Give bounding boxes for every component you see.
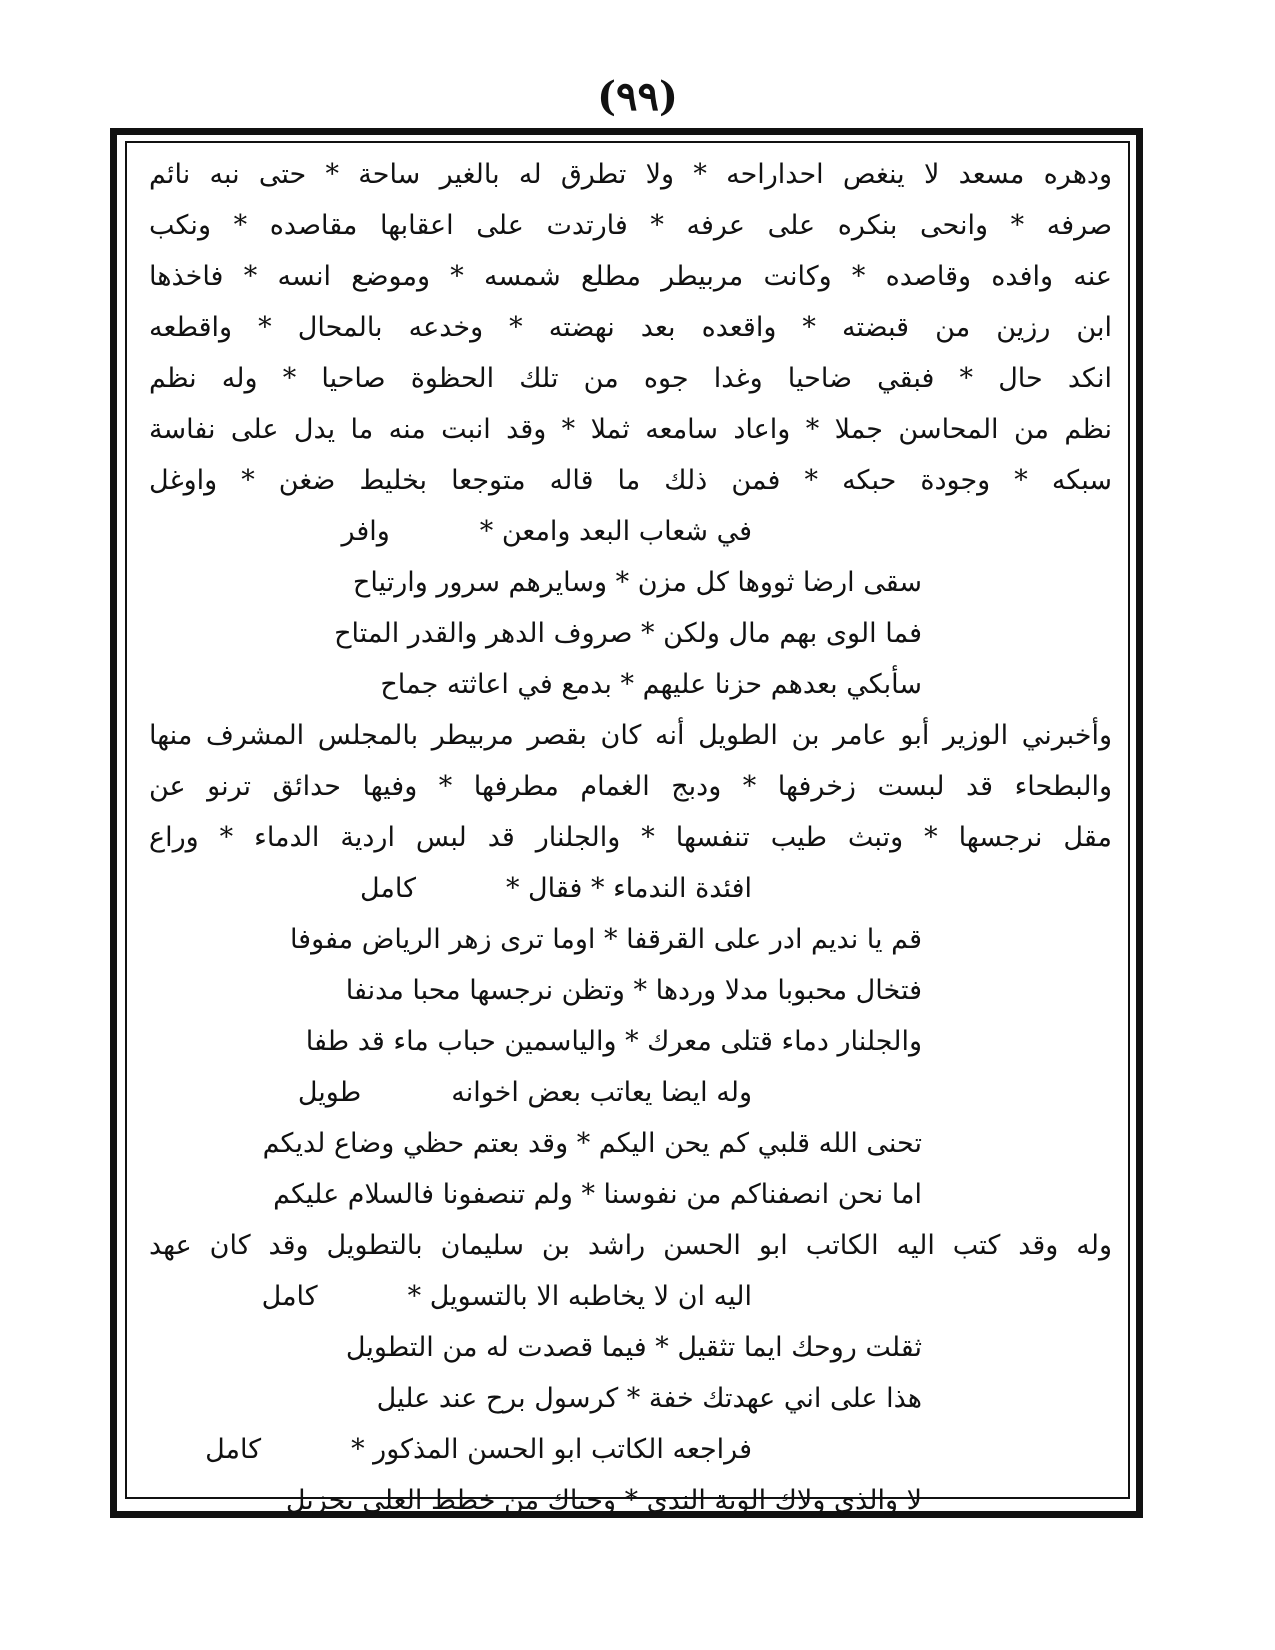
- verse-line: [149, 1118, 1112, 1169]
- line-text: في شعاب البعد وامعن *: [479, 516, 752, 547]
- verse-line: [149, 1475, 1112, 1526]
- meter-label: وافر: [341, 516, 390, 547]
- prose-line: [149, 302, 1112, 353]
- meter-label: كامل: [261, 1281, 318, 1312]
- line-text: وله وقد كتب اليه الكاتب ابو الحسن راشد بن سليمان بالتطويل وقد كان عهد: [149, 1230, 1112, 1261]
- line-text: قم يا نديم ادر على القرقفا * اوما ترى زهر الرياض مفوفا: [289, 924, 922, 955]
- line-text: وأخبرني الوزير أبو عامر بن الطويل أنه كان بقصر مربيطر بالمجلس المشرف منها: [149, 720, 1112, 751]
- verse-line: [149, 1016, 1112, 1067]
- verse-line: [149, 659, 1112, 710]
- prose-line: [149, 200, 1112, 251]
- prose-line: [149, 149, 1112, 200]
- verse-line: [149, 1373, 1112, 1424]
- meter-line: [149, 506, 1112, 557]
- prose-line: [149, 1220, 1112, 1271]
- text-block: [149, 149, 1112, 1516]
- page-inner-border: [125, 141, 1130, 1516]
- line-text: هذا على اني عهدتك خفة * كرسول برح عند عليل: [376, 1383, 922, 1414]
- line-text: فما الوى بهم مال ولكن * صروف الدهر والقدر المتاح: [334, 618, 922, 649]
- meter-line: [149, 1424, 1112, 1475]
- line-text: ثقلت روحك ايما تثقيل * فيما قصدت له من التطويل: [345, 1332, 922, 1363]
- meter-line: [149, 863, 1112, 914]
- line-text: فتخال محبوبا مدلا وردها * وتظن نرجسها محبا مدنفا: [345, 975, 922, 1006]
- line-text: ابن رزين من قبضته * واقعده بعد نهضته * وخدعه بالمحال * واقطعه: [149, 312, 1112, 343]
- line-text: والبطحاء قد لبست زخرفها * ودبج الغمام مطرفها * وفيها حدائق ترنو عن: [149, 771, 1112, 802]
- verse-line: [149, 965, 1112, 1016]
- line-text: صرفه * وانحى بنكره على عرفه * فارتدت على اعقابها مقاصده * ونكب: [149, 210, 1112, 241]
- verse-line: [149, 557, 1112, 608]
- line-text: ودهره مسعد لا ينغص احداراحه * ولا تطرق له بالغير ساحة * حتى نبه نائم: [149, 159, 1112, 190]
- prose-line: [149, 404, 1112, 455]
- prose-line: [149, 812, 1112, 863]
- meter-line: [149, 1067, 1112, 1118]
- line-text: سبكه * وجودة حبكه * فمن ذلك ما قاله متوجعا بخليط ضغن * واوغل: [149, 465, 1112, 496]
- meter-label: كامل: [359, 873, 416, 904]
- line-text: نظم من المحاسن جملا * واعاد سامعه ثملا * وقد انبت منه ما يدل على نفاسة: [149, 414, 1112, 445]
- line-text: سقى ارضا ثووها كل مزن * وسايرهم سرور وارتياح: [352, 567, 922, 598]
- line-text: افئدة الندماء * فقال *: [505, 873, 752, 904]
- verse-line: [149, 1322, 1112, 1373]
- line-text: فراجعه الكاتب ابو الحسن المذكور *: [351, 1434, 752, 1465]
- verse-line: [149, 1169, 1112, 1220]
- line-text: تحنى الله قلبي كم يحن اليكم * وقد بعتم حظي وضاع لديكم: [262, 1128, 922, 1159]
- meter-label: كامل: [205, 1434, 262, 1465]
- line-text: والجلنار دماء قتلى معرك * والياسمين حباب ماء قد طفا: [305, 1026, 922, 1057]
- verse-line: [149, 914, 1112, 965]
- meter-line: [149, 1271, 1112, 1322]
- line-text: اليه ان لا يخاطبه الا بالتسويل *: [407, 1281, 752, 1312]
- prose-line: [149, 710, 1112, 761]
- line-text: اما نحن انصفناكم من نفوسنا * ولم تنصفونا فالسلام عليكم: [273, 1179, 922, 1210]
- line-text: سأبكي بعدهم حزنا عليهم * بدمع في اعاثته جماح: [380, 669, 922, 700]
- prose-line: [149, 251, 1112, 302]
- line-text: وله ايضا يعاتب بعض اخوانه: [451, 1077, 752, 1108]
- meter-label: طويل: [297, 1077, 362, 1108]
- page-border: [110, 128, 1143, 1518]
- verse-line: [149, 608, 1112, 659]
- line-text: انكد حال * فبقي ضاحيا وغدا جوه من تلك الحظوة صاحيا * وله نظم: [149, 363, 1112, 394]
- prose-line: [149, 455, 1112, 506]
- line-text: لا والذي ولاك الوية الندى * وحباك من خطط العلى بجزيل: [285, 1485, 922, 1516]
- prose-line: [149, 761, 1112, 812]
- line-text: مقل نرجسها * وتبث طيب تنفسها * والجلنار قد لبس اردية الدماء * وراع: [149, 822, 1112, 853]
- line-text: عنه وافده وقاصده * وكانت مربيطر مطلع شمسه * وموضع انسه * فاخذها: [149, 261, 1112, 292]
- page-number: (٩٩): [597, 73, 678, 120]
- prose-line: [149, 353, 1112, 404]
